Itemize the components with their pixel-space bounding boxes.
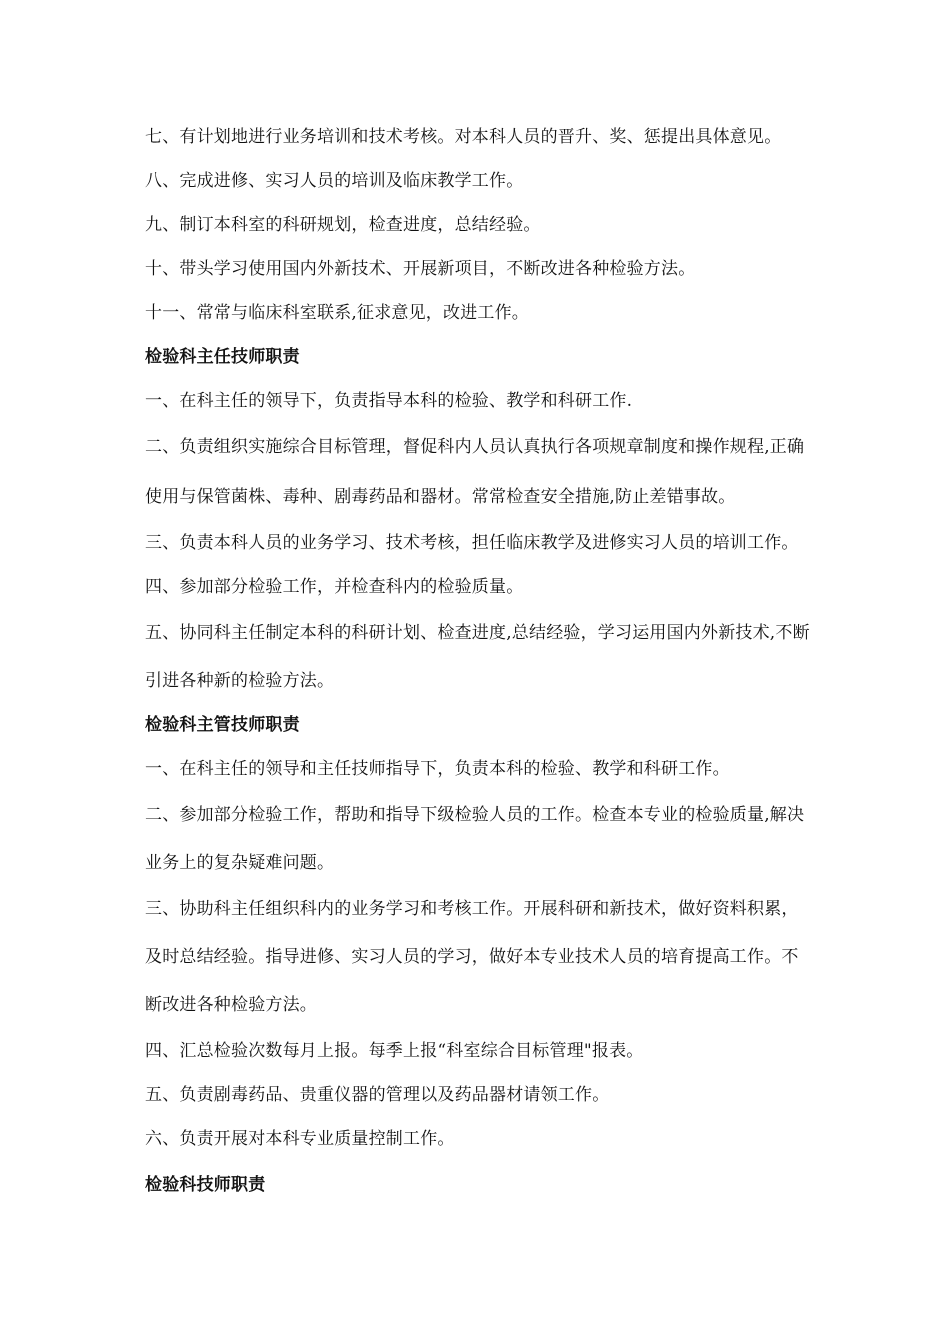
section-heading-chief-technologist: 检验科主任技师职责 — [145, 347, 300, 367]
paragraph-line: 断改进各种检验方法。 — [145, 995, 317, 1015]
paragraph-line: 及时总结经验。指导进修、实习人员的学习，做好本专业技术人员的培育提高工作。不 — [145, 947, 799, 967]
paragraph-line: 八、完成进修、实习人员的培训及临床教学工作。 — [145, 171, 524, 191]
section-heading-technologist: 检验科技师职责 — [145, 1175, 266, 1195]
paragraph-line: 三、负责本科人员的业务学习、技术考核，担任临床教学及进修实习人员的培训工作。 — [145, 533, 799, 553]
paragraph-line: 六、负责开展对本科专业质量控制工作。 — [145, 1129, 455, 1149]
paragraph-line: 二、负责组织实施综合目标管理，督促科内人员认真执行各项规章制度和操作规程,正确 — [145, 437, 805, 457]
paragraph-line: 使用与保管菌株、毒种、剧毒药品和器材。常常检查安全措施,防止差错事故。 — [145, 487, 736, 507]
paragraph-line: 五、协同科主任制定本科的科研计划、检查进度,总结经验，学习运用国内外新技术,不断 — [145, 623, 810, 643]
paragraph-line: 四、汇总检验次数每月上报。每季上报“科室综合目标管理"报表。 — [145, 1041, 644, 1061]
paragraph-line: 七、有计划地进行业务培训和技术考核。对本科人员的晋升、奖、惩提出具体意见。 — [145, 127, 782, 147]
paragraph-line: 一、在科主任的领导下，负责指导本科的检验、教学和科研工作. — [145, 391, 633, 411]
paragraph-line: 二、参加部分检验工作，帮助和指导下级检验人员的工作。检查本专业的检验质量,解决 — [145, 805, 805, 825]
paragraph-line: 十、带头学习使用国内外新技术、开展新项目，不断改进各种检验方法。 — [145, 259, 696, 279]
paragraph-line: 十一、常常与临床科室联系,征求意见，改进工作。 — [145, 303, 530, 323]
paragraph-line: 一、在科主任的领导和主任技师指导下，负责本科的检验、教学和科研工作。 — [145, 759, 730, 779]
paragraph-line: 四、参加部分检验工作，并检查科内的检验质量。 — [145, 577, 524, 597]
paragraph-line: 三、协助科主任组织科内的业务学习和考核工作。开展科研和新技术，做好资料积累， — [145, 899, 799, 919]
paragraph-line: 引进各种新的检验方法。 — [145, 671, 335, 691]
paragraph-line: 九、制订本科室的科研规划，检查进度，总结经验。 — [145, 215, 541, 235]
paragraph-line: 业务上的复杂疑难问题。 — [145, 853, 335, 873]
paragraph-line: 五、负责剧毒药品、贵重仪器的管理以及药品器材请领工作。 — [145, 1085, 610, 1105]
section-heading-supervising-technologist: 检验科主管技师职责 — [145, 715, 300, 735]
